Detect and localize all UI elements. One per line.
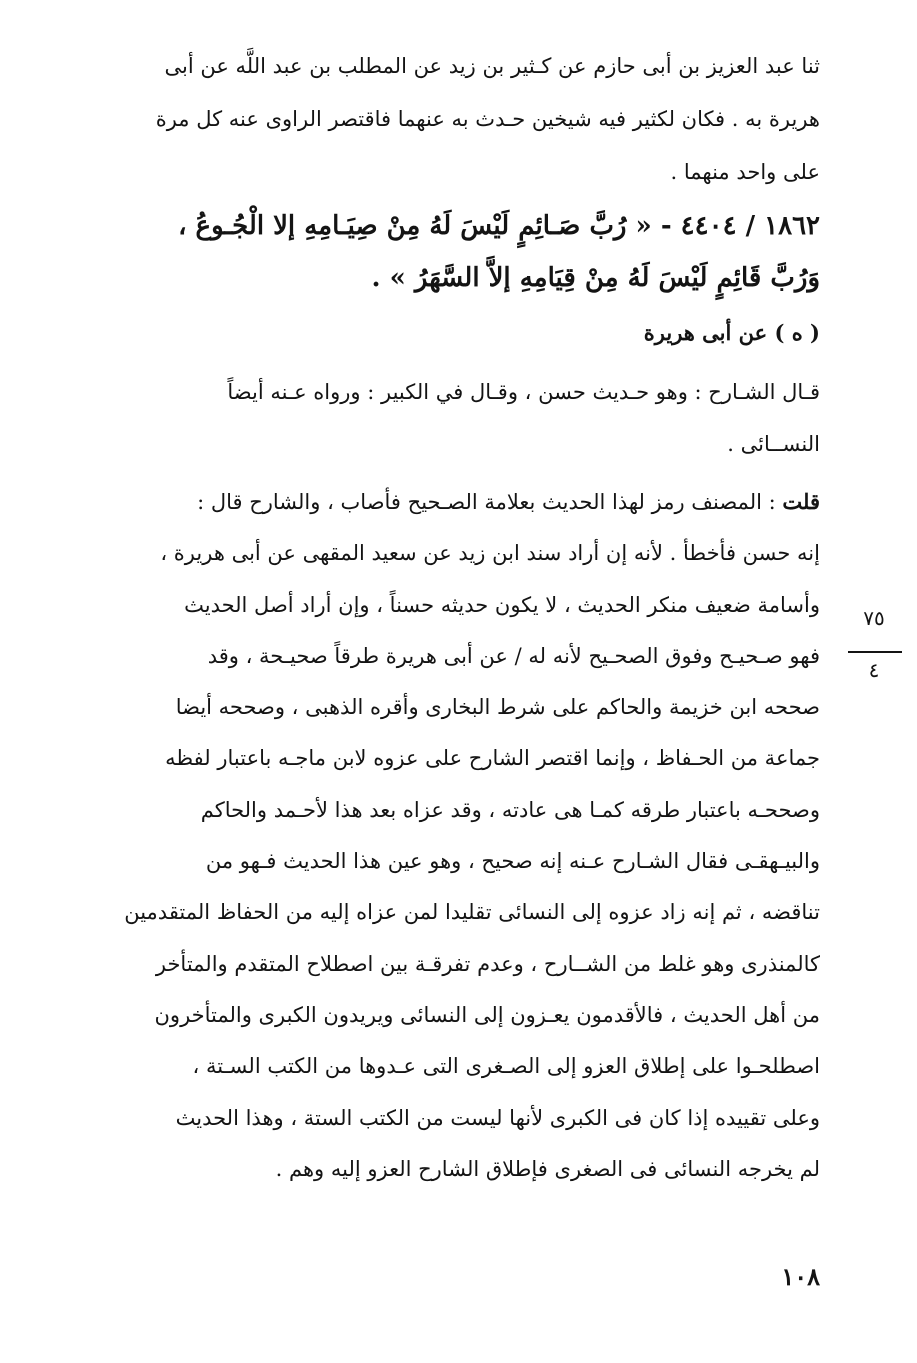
text-line: النســائى . — [727, 432, 820, 456]
text-line: اصطلحـوا على إطلاق العزو إلى الصـغرى التى عـدوها من الكتب السـتة ، — [192, 1054, 820, 1079]
qultu-label: قلت — [782, 489, 820, 514]
text-line: لم يخرجه النسائى فى الصغرى فإطلاق الشارح العزو إليه وهم . — [275, 1156, 820, 1181]
margin-volume-page: ٧٥ — [863, 606, 885, 630]
text-line: قـال الشـارح : وهو حـديث حسن ، وقـال في الكبير : ورواه عـنه أيضاً — [227, 380, 820, 404]
text-line: وأسامة ضعيف منكر الحديث ، لا يكون حديثه حسناً ، وإن أراد أصل الحديث — [184, 592, 820, 617]
text-line: وصححـه باعتبار طرقه كمـا هى عادته ، وقد عزاه بعد هذا لأحـمد والحاكم — [200, 797, 820, 822]
text-line: إنه حسن فأخطأ . لأنه إن أراد سند ابن زيد عن سعيد المقهى عن أبى هريرة ، — [160, 541, 820, 566]
text-line: ثنا عبد العزيز بن أبى حازم عن كـثير بن زيد عن المطلب بن عبد اللَّه عن أبى — [164, 54, 820, 78]
text-line: والبيـهقـى فقال الشـارح عـنه إنه صحيح ، وهو عين هذا الحديث فـهو من — [205, 849, 820, 874]
sharih-paragraph — [112, 366, 820, 470]
text-line: على واحد منهما . — [670, 160, 820, 184]
text-line: فهو صـحيـح وفوق الصحـيح لأنه له / عن أبى هريرة طرقاً صحيـحة ، وقد — [207, 643, 820, 668]
hadith-text — [112, 200, 820, 304]
text-line: تناقضه ، ثم إنه زاد عزوه إلى النسائى تقليدا لمن عزاه إليه من الحفاظ المتقدمين — [124, 900, 820, 925]
text-line: من أهل الحديث ، فالأقدمون يعـزون إلى النسائى ويريدون الكبرى والمتأخرون — [154, 1002, 820, 1027]
source-line: ( ه ) عن أبى هريرة — [643, 320, 820, 345]
hadith-line: ١٨٦٢ / ٤٤٠٤ - « رُبَّ صَـائِمٍ لَيْسَ لَهُ مِنْ صِيَـامِهِ إلا الْجُـوعُ ، — [178, 211, 820, 241]
text-line: كالمنذرى وهو غلط من الشــارح ، وعدم تفرقـة بين اصطلاح المتقدم والمتأخر — [155, 951, 820, 976]
text-line: وعلى تقييده إذا كان فى الكبرى لأنها ليست من الكتب الستة ، وهذا الحديث — [175, 1105, 820, 1130]
text-line: هريرة به . فكان لكثير فيه شيخين حـدث به عنهما فاقتصر الراوى عنه كل مرة — [155, 107, 820, 131]
commentary-paragraph — [112, 476, 820, 1195]
hadith-source — [112, 316, 820, 350]
text-line: جماعة من الحـفاظ ، وإنما اقتصر الشارح على عزوه لابن ماجـه باعتبار لفظه — [165, 746, 820, 771]
page-number: ١٠٨ — [781, 1262, 820, 1291]
text-line — [112, 476, 820, 528]
margin-divider — [848, 651, 902, 653]
intro-paragraph — [112, 40, 820, 199]
text-line: صححه ابن خزيمة والحاكم على شرط البخارى وأقره الذهبى ، وصححه أيضا — [175, 695, 820, 720]
text-line-rest: : المصنف رمز لهذا الحديث بعلامة الصـحيح فأصاب ، والشارح قال : — [197, 490, 776, 514]
margin-volume-number: ٤ — [868, 658, 880, 682]
hadith-line: وَرُبَّ قَائِمٍ لَيْسَ لَهُ مِنْ قِيَامِهِ إلاَّ السَّهَرُ » . — [371, 263, 820, 293]
